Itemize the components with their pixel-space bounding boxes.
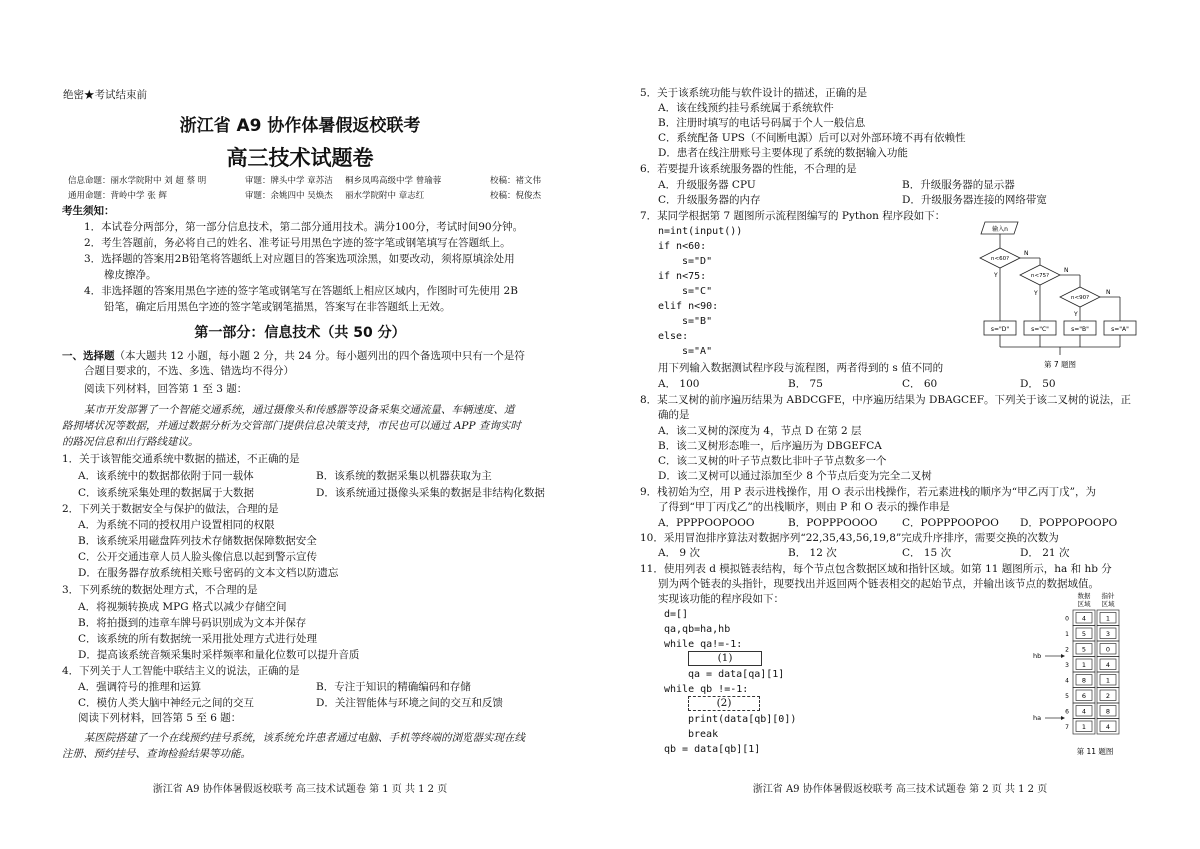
credit: 校稿：倪俊杰 bbox=[490, 191, 542, 201]
notice-item: 铅笔，确定后用黑色字迹的签字笔或钢笔描黑，答案写在非答题纸上无效。 bbox=[104, 301, 451, 313]
question-3: 3．下列系统的数据处理方式，不合理的是 bbox=[62, 584, 258, 596]
blank-label: (1) bbox=[717, 652, 733, 664]
table-data-value: 4 bbox=[1081, 614, 1087, 623]
table-data-value: 5 bbox=[1081, 630, 1087, 638]
flow-cond-1: n<60? bbox=[990, 256, 1010, 262]
code-line: elif n<90: bbox=[658, 301, 719, 312]
option: B．注册时填写的电话号码属于个人一般信息 bbox=[658, 117, 866, 129]
table-pointer-value: 8 bbox=[1105, 707, 1111, 716]
flow-yes: Y bbox=[1034, 290, 1038, 297]
table-data-value: 8 bbox=[1081, 676, 1087, 685]
question-8: 8．某二叉树的前序遍历结果为 ABDCGFE，中序遍历结果为 DBAGCEF。下列关于该二叉树的说法，正 bbox=[640, 394, 1132, 406]
flow-out-3: s="B" bbox=[1071, 326, 1089, 333]
option: C．公开交通违章人员人脸头像信息以起到警示宣传 bbox=[78, 551, 318, 563]
code-line: else: bbox=[658, 331, 689, 342]
option: D．患者在线注册账号主要体现了系统的数据输入功能 bbox=[658, 147, 908, 159]
exam-title: 浙江省 A9 协作体暑假返校联考 bbox=[179, 116, 421, 136]
option: C．该系统采集处理的数据属于大数据 bbox=[78, 487, 255, 499]
table-pointer-value: 2 bbox=[1105, 692, 1111, 700]
option: D．在服务器存放系统相关账号密码的文本文档以防遗忘 bbox=[78, 567, 339, 579]
table-data-value: 1 bbox=[1081, 723, 1087, 731]
code-line: s="B" bbox=[682, 316, 713, 327]
code-line: n=int(input()) bbox=[658, 226, 743, 237]
part-title: 第一部分：信息技术（共 50 分） bbox=[194, 325, 406, 341]
question-4: 4．下列关于人工智能中联结主义的说法，正确的是 bbox=[62, 665, 300, 677]
code-line: s="A" bbox=[682, 346, 713, 357]
option: A．该在线预约挂号系统属于系统软件 bbox=[658, 102, 834, 114]
page-footer: 浙江省 A9 协作体暑假返校联考 高三技术试题卷 第 2 页 共 1 2 页 bbox=[752, 784, 1048, 795]
option: B． 12 次 bbox=[788, 547, 837, 559]
code-line: if n<60: bbox=[658, 241, 707, 252]
code-line: d=[] bbox=[664, 609, 689, 620]
table-header-ptr: 指针 bbox=[1101, 592, 1115, 600]
question-text: 了得到“甲丁丙戊乙”的出栈顺序，则由 P 和 O 表示的操作串是 bbox=[658, 501, 950, 513]
option: B．该二叉树形态唯一，后序遍历为 DBGEFCA bbox=[658, 440, 882, 452]
credit: 桐乡凤鸣高级中学 曾瑜蓉 bbox=[345, 176, 442, 186]
notice-item: 2．考生答题前，务必将自己的姓名、准考证号用黑色字迹的签字笔或钢笔填写在答题纸上。 bbox=[84, 237, 511, 249]
table-index: 6 bbox=[1065, 708, 1069, 716]
table-index: 3 bbox=[1065, 662, 1069, 669]
option: D．提高该系统音频采集时采样频率和量化位数可以提升音质 bbox=[78, 649, 360, 661]
table-index: 4 bbox=[1065, 677, 1069, 685]
flow-yes: Y bbox=[1074, 311, 1078, 318]
question-text: 实现该功能的程序段如下： bbox=[658, 593, 784, 605]
option: C．该二叉树的叶子节点数比非叶子节点数多一个 bbox=[658, 455, 887, 467]
option: D．POPPOPOOPO bbox=[1020, 517, 1118, 529]
option: B． 75 bbox=[788, 378, 823, 390]
table-pointer-value: 3 bbox=[1105, 630, 1111, 638]
option: A．升级服务器 CPU bbox=[658, 179, 756, 191]
option: A．该二叉树的深度为 4，节点 D 在第 2 层 bbox=[658, 425, 862, 437]
option: C．该系统的所有数据统一采用批处理方式进行处理 bbox=[78, 633, 318, 645]
table-pointer-value: 4 bbox=[1105, 723, 1111, 731]
flow-no: N bbox=[1106, 289, 1111, 296]
option: A．为系统不同的授权用户设置相同的权限 bbox=[78, 519, 275, 531]
option: C． 60 bbox=[902, 378, 938, 390]
notice-item: 1．本试卷分两部分，第一部分信息技术，第二部分通用技术。满分100分，考试时间90分钟。 bbox=[84, 221, 524, 233]
read-instruction: 阅读下列材料，回答第 5 至 6 题： bbox=[78, 712, 242, 724]
table-data-value: 5 bbox=[1081, 645, 1087, 654]
table-header-data: 数据 bbox=[1077, 592, 1091, 600]
code-line: qa = data[qa][1] bbox=[688, 669, 785, 680]
section-desc: 合题目要求的，不选、多选、错选均不得分） bbox=[84, 365, 294, 377]
question-text: 用下列输入数据测试程序段与流程图，两者得到的 s 值不同的 bbox=[658, 362, 944, 374]
notice-item: 3．选择题的答案用2B铅笔将答题纸上对应题目的答案选项涂黑，如要改动，须将原填涂处用 bbox=[84, 253, 515, 265]
question-11: 11．使用列表 d 模拟链表结构，每个节点包含数据区域和指针区域。如第 11 题图所示，ha 和 hb 分 bbox=[640, 563, 1112, 575]
flow-yes: Y bbox=[994, 272, 998, 279]
code-line: qa,qb=ha,hb bbox=[664, 624, 731, 635]
option: D．该二叉树可以通过添加至少 8 个节点后变为完全二叉树 bbox=[658, 470, 932, 482]
notice-item: 橡皮擦净。 bbox=[104, 269, 157, 281]
option: B．将拍摄到的违章车牌号码识别成为文本并保存 bbox=[78, 617, 307, 629]
answer-blank-2[interactable] bbox=[688, 696, 760, 711]
flowchart-figure-7 bbox=[970, 215, 1165, 375]
material-text: 路拥堵状况等数据，并通过数据分析为交管部门提供信息决策支持，市民也可以通过 APP 查询实时 bbox=[62, 420, 521, 432]
section-desc: （本大题共 12 小题，每小题 2 分，共 24 分。每小题列出的四个备选项中只有一个是符 bbox=[114, 350, 525, 362]
option: B．升级服务器的显示器 bbox=[902, 179, 1015, 191]
credit: 校稿：褚文伟 bbox=[490, 176, 542, 186]
flow-out-1: s="D" bbox=[990, 326, 1010, 333]
table-index: 2 bbox=[1065, 646, 1069, 654]
option: D．该系统通过摄像头采集的数据是非结构化数据 bbox=[316, 487, 545, 499]
question-5: 5．关于该系统功能与软件设计的描述，正确的是 bbox=[640, 87, 868, 99]
credit: 信息命题：丽水学院附中 刘 超 蔡 明 bbox=[68, 176, 207, 186]
material-text: 注册、预约挂号、查询检验结果等功能。 bbox=[62, 748, 251, 760]
option: A．将视频转换成 MPG 格式以减少存储空间 bbox=[78, 601, 287, 613]
flow-cond-2: n<75? bbox=[1030, 273, 1050, 279]
code-line: s="C" bbox=[682, 286, 713, 297]
table-index: 0 bbox=[1065, 615, 1069, 623]
option: C．模仿人类大脑中神经元之间的交互 bbox=[78, 697, 255, 709]
figure-caption: 第 11 题图 bbox=[1076, 747, 1114, 756]
page-2 bbox=[600, 0, 1200, 849]
table-pointer-value: 4 bbox=[1105, 661, 1111, 669]
ha-label: ha bbox=[1033, 714, 1042, 722]
table-index: 5 bbox=[1065, 693, 1069, 700]
figure-caption: 第 7 题图 bbox=[1043, 360, 1077, 369]
option: A．PPPPOOPOOO bbox=[658, 517, 755, 529]
option: C．系统配备 UPS（不间断电源）后可以对外部环境不再有依赖性 bbox=[658, 132, 966, 144]
question-text: 确的是 bbox=[658, 409, 690, 421]
option: A．该系统中的数据都依附于同一载体 bbox=[78, 470, 254, 482]
table-data-value: 1 bbox=[1081, 661, 1087, 669]
material-text: 的路况信息和出行路线建议。 bbox=[62, 436, 199, 448]
flow-no: N bbox=[1024, 250, 1029, 257]
question-10: 10．采用冒泡排序算法对数据序列“22,35,43,56,19,8”完成升序排序，需要交换的次数为 bbox=[640, 532, 1059, 544]
table-data-value: 4 bbox=[1081, 707, 1087, 716]
code-line: s="D" bbox=[682, 256, 713, 267]
question-1: 1．关于该智能交通系统中数据的描述，不正确的是 bbox=[62, 453, 300, 465]
option: A．强调符号的推理和运算 bbox=[78, 681, 202, 693]
code-line: while qb !=-1: bbox=[664, 684, 749, 695]
question-7: 7．某同学根据第 7 题图所示流程图编写的 Python 程序段如下： bbox=[640, 210, 946, 222]
option: D．关注智能体与环境之间的交互和反馈 bbox=[316, 697, 503, 709]
notice-title: 考生须知： bbox=[62, 205, 115, 217]
hb-label: hb bbox=[1033, 652, 1042, 660]
question-text: 别为两个链表的头指针，现要找出并返回两个链表相交的起始节点，并输出该节点的数据域值。 bbox=[658, 578, 1099, 590]
credit: 丽水学院附中 章志红 bbox=[345, 191, 425, 201]
option: C． 15 次 bbox=[902, 547, 952, 559]
linked-list-figure-11 bbox=[1025, 590, 1155, 760]
code-line: qb = data[qb][1] bbox=[664, 744, 761, 755]
flow-out-4: s="A" bbox=[1111, 326, 1129, 333]
answer-blank-1[interactable] bbox=[688, 651, 762, 666]
option: C．POPPPOOPOO bbox=[902, 517, 999, 529]
flow-cond-3: n<90? bbox=[1070, 295, 1090, 301]
code-line: while qa!=-1: bbox=[664, 639, 743, 650]
paper-title: 高三技术试题卷 bbox=[226, 146, 374, 170]
flow-no: N bbox=[1064, 267, 1069, 274]
code-line: print(data[qb][0]) bbox=[688, 714, 797, 725]
option: B．POPPPOOOO bbox=[788, 517, 878, 529]
credit: 审题：余姚四中 吴焕杰 bbox=[245, 191, 333, 201]
section-label: 一、选择题 bbox=[62, 350, 115, 362]
flow-out-2: s="C" bbox=[1031, 326, 1049, 333]
option: C．升级服务器的内存 bbox=[658, 194, 761, 206]
read-instruction: 阅读下列材料，回答第 1 至 3 题： bbox=[84, 383, 248, 395]
option: D． 21 次 bbox=[1020, 547, 1070, 559]
option: B．专注于知识的精确编码和存储 bbox=[316, 681, 471, 693]
table-pointer-value: 1 bbox=[1105, 614, 1111, 623]
table-header-data: 区域 bbox=[1077, 600, 1091, 608]
page-footer: 浙江省 A9 协作体暑假返校联考 高三技术试题卷 第 1 页 共 1 2 页 bbox=[152, 784, 448, 795]
credit: 审题：牌头中学 章苏洁 bbox=[245, 176, 333, 186]
table-pointer-value: 0 bbox=[1105, 645, 1111, 654]
option: A． 100 bbox=[658, 378, 700, 390]
question-6: 6．若要提升该系统服务器的性能，不合理的是 bbox=[640, 163, 857, 175]
table-pointer-value: 1 bbox=[1105, 676, 1111, 685]
table-data-value: 6 bbox=[1081, 692, 1087, 700]
code-line: if n<75: bbox=[658, 271, 707, 282]
blank-label: (2) bbox=[716, 697, 732, 709]
option: D． 50 bbox=[1020, 378, 1056, 390]
table-header-ptr: 区域 bbox=[1101, 600, 1115, 608]
code-line: break bbox=[688, 729, 719, 740]
question-2: 2．下列关于数据安全与保护的做法，合理的是 bbox=[62, 503, 279, 515]
option: B．该系统采用磁盘阵列技术存储数据保障数据安全 bbox=[78, 535, 317, 547]
question-9: 9．栈初始为空，用 P 表示进栈操作，用 O 表示出栈操作，若元素进栈的顺序为“甲乙丙丁戊”，为 bbox=[640, 486, 1096, 498]
secret-label: 绝密★考试结束前 bbox=[63, 89, 147, 101]
section-header bbox=[62, 349, 525, 363]
flow-input: 输入n bbox=[992, 226, 1008, 233]
option: B．该系统的数据采集以机器获取为主 bbox=[316, 470, 492, 482]
table-index: 7 bbox=[1065, 724, 1069, 731]
material-text: 某医院搭建了一个在线预约挂号系统，该系统允许患者通过电脑、手机等终端的浏览器实现在线 bbox=[84, 732, 525, 744]
option: A． 9 次 bbox=[658, 547, 700, 559]
notice-item: 4．非选择题的答案用黑色字迹的签字笔或钢笔写在答题纸上相应区域内，作图时可先使用 2B bbox=[84, 285, 518, 297]
option: D．升级服务器连接的网络带宽 bbox=[902, 194, 1047, 206]
credit: 通用命题：背岭中学 张 辉 bbox=[68, 191, 167, 201]
table-index: 1 bbox=[1065, 631, 1069, 638]
material-text: 某市开发部署了一个智能交通系统，通过摄像头和传感器等设备采集交通流量、车辆速度、道 bbox=[84, 404, 515, 416]
